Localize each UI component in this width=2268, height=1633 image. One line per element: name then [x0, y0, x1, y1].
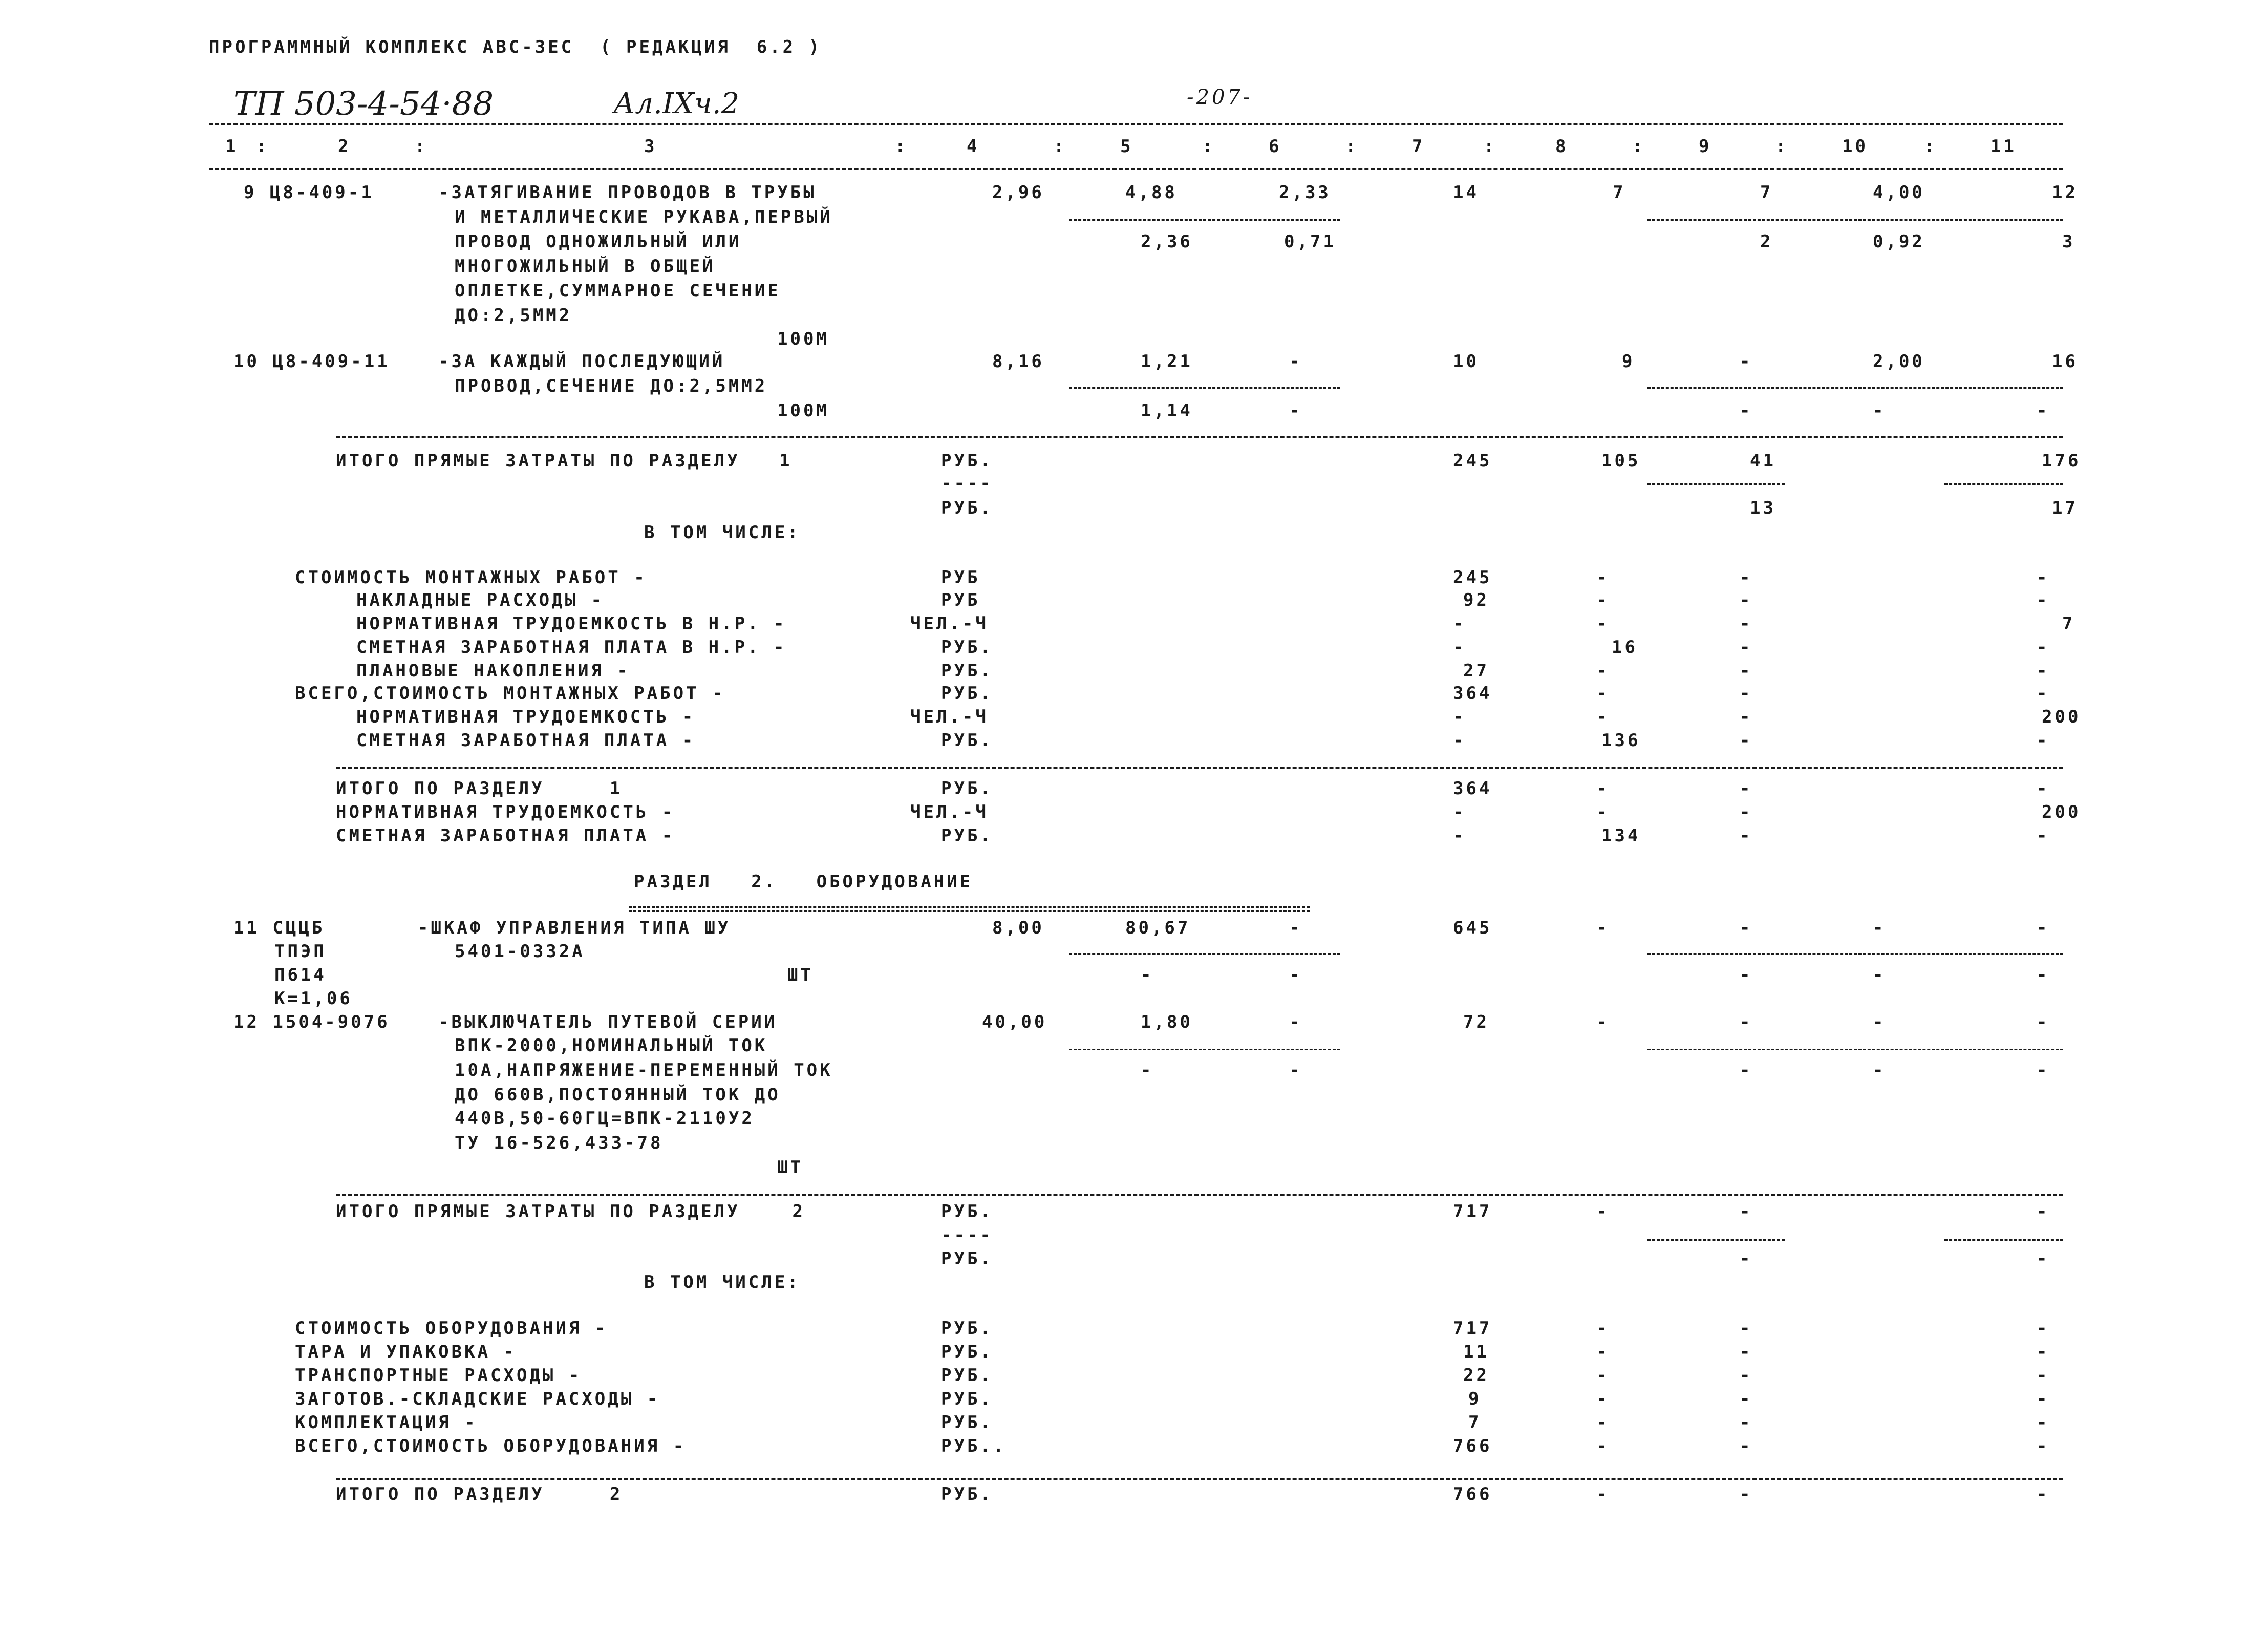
- table-cell-text: 16: [1612, 637, 1638, 658]
- table-cell-text: 717: [1453, 1318, 1492, 1339]
- table-cell-text: -ЗА КАЖДЫЙ ПОСЛЕДУЮЩИЙ: [438, 351, 725, 372]
- table-cell-text: -: [1596, 1342, 1610, 1362]
- table-cell-text: -: [1141, 965, 1154, 985]
- table-cell-text: -: [1596, 778, 1610, 799]
- table-cell-text: 105: [1601, 451, 1641, 471]
- table-cell-text: 176: [2042, 451, 2081, 471]
- table-cell-text: 200: [2042, 707, 2081, 727]
- table-cell-text: -: [1873, 1060, 1886, 1080]
- table-cell-text: 10 Ц8-409-11: [233, 351, 390, 372]
- table-cell-text: РУБ.: [941, 498, 993, 518]
- table-cell-text: ПРОВОД,СЕЧЕНИЕ ДО:2,5ММ2: [455, 376, 768, 396]
- table-cell-text: 12 1504-9076: [233, 1012, 390, 1032]
- rule-section1-summary: [336, 767, 2063, 769]
- table-cell-text: -: [1740, 1248, 1753, 1269]
- table-cell-text: -: [1289, 1060, 1302, 1080]
- column-separator: :: [895, 136, 908, 157]
- column-separator: :: [1054, 136, 1067, 157]
- table-cell-text: 440В,50-60ГЦ=ВПК-2110У2: [455, 1108, 755, 1129]
- table-cell-text: -: [1289, 351, 1302, 372]
- table-cell-text: НАКЛАДНЫЕ РАСХОДЫ -: [356, 590, 604, 610]
- table-cell-text: -: [2037, 1365, 2050, 1386]
- table-cell-text: -: [1453, 613, 1466, 634]
- table-cell-text: -: [1596, 1436, 1610, 1456]
- table-cell-text: -: [1740, 1484, 1753, 1504]
- table-cell-text: -: [2037, 567, 2050, 588]
- rule-sub-9-11-row11: [1647, 953, 2063, 955]
- rule-sub-11-section1: [1944, 483, 2063, 485]
- table-cell-text: РУБ.: [941, 1201, 993, 1222]
- table-cell-text: ЗАГОТОВ.-СКЛАДСКИЕ РАСХОДЫ -: [295, 1389, 660, 1409]
- section2-underline-b: [629, 910, 1310, 912]
- table-cell-text: 0,92: [1873, 231, 1925, 252]
- table-cell-text: ЧЕЛ.-Ч: [910, 707, 989, 727]
- table-cell-text: -: [1596, 1318, 1610, 1339]
- table-cell-text: И МЕТАЛЛИЧЕСКИЕ РУКАВА,ПЕРВЫЙ: [455, 207, 833, 227]
- table-cell-text: -: [1873, 965, 1886, 985]
- table-cell-text: -: [2037, 1484, 2050, 1504]
- table-cell-text: РУБ.: [941, 1248, 993, 1269]
- table-cell-text: -: [2037, 965, 2050, 985]
- table-cell-text: 0,71: [1284, 231, 1336, 252]
- table-cell-text: -: [1740, 730, 1753, 751]
- table-cell-text: -: [1453, 802, 1466, 822]
- table-cell-text: -: [1596, 567, 1610, 588]
- rule-section1-total: [336, 436, 2063, 438]
- table-cell-text: -: [1740, 965, 1753, 985]
- table-cell-text: ТАРА И УПАКОВКА -: [295, 1342, 517, 1362]
- rule-section2-total: [336, 1194, 2063, 1196]
- table-cell-text: ПЛАНОВЫЕ НАКОПЛЕНИЯ -: [356, 661, 630, 681]
- table-cell-text: -: [1740, 1060, 1753, 1080]
- table-cell-text: РУБ.: [941, 825, 993, 846]
- table-cell-text: НОРМАТИВНАЯ ТРУДОЕМКОСТЬ -: [356, 707, 696, 727]
- table-cell-text: 11: [1463, 1342, 1489, 1362]
- table-cell-text: 134: [1601, 825, 1641, 846]
- document-code: ТП 503-4-54·88: [233, 85, 494, 123]
- table-cell-text: 16: [2052, 351, 2078, 372]
- table-cell-text: РУБ.: [941, 637, 993, 658]
- table-cell-text: 4,88: [1125, 182, 1178, 203]
- table-cell-text: 2,00: [1873, 351, 1925, 372]
- table-cell-text: РУБ: [941, 590, 980, 610]
- table-cell-text: 136: [1601, 730, 1641, 751]
- program-header: ПРОГРАММНЫЙ КОМПЛЕКС АВС-ЗЕС ( РЕДАКЦИЯ 6.2 ): [209, 37, 822, 57]
- rule-sub-11-section2: [1944, 1239, 2063, 1241]
- table-cell-text: 72: [1463, 1012, 1489, 1032]
- table-cell-text: -: [1453, 825, 1466, 846]
- table-cell-text: -: [1740, 707, 1753, 727]
- table-cell-text: 766: [1453, 1484, 1492, 1504]
- table-cell-text: 22: [1463, 1365, 1489, 1386]
- table-cell-text: 10: [1453, 351, 1479, 372]
- rule-sub-9-11-row12: [1647, 1049, 2063, 1050]
- table-cell-text: -: [2037, 1389, 2050, 1409]
- rule-sub-9-11-row9: [1647, 219, 2063, 221]
- table-cell-text: НОРМАТИВНАЯ ТРУДОЕМКОСТЬ -: [336, 802, 675, 822]
- table-cell-text: -: [2037, 1060, 2050, 1080]
- column-header: 9: [1699, 136, 1712, 157]
- table-cell-text: -: [1740, 778, 1753, 799]
- table-cell-text: -ВЫКЛЮЧАТЕЛЬ ПУТЕВОЙ СЕРИИ: [438, 1012, 778, 1032]
- table-cell-text: РУБ.: [941, 1342, 993, 1362]
- table-cell-text: СМЕТНАЯ ЗАРАБОТНАЯ ПЛАТА -: [336, 825, 675, 846]
- table-cell-text: ОПЛЕТКЕ,СУММАРНОЕ СЕЧЕНИЕ: [455, 281, 781, 301]
- table-cell-text: -: [2037, 825, 2050, 846]
- table-cell-text: -: [1740, 1365, 1753, 1386]
- table-cell-text: 7: [1613, 182, 1626, 203]
- column-header: 11: [1991, 136, 2017, 157]
- table-cell-text: РУБ.: [941, 1412, 993, 1433]
- table-cell-text: 364: [1453, 683, 1492, 704]
- table-cell-text: -: [1740, 351, 1753, 372]
- table-cell-text: ДО:2,5ММ2: [455, 305, 572, 326]
- table-cell-text: -: [1740, 1342, 1753, 1362]
- table-cell-text: 14: [1453, 182, 1479, 203]
- table-cell-text: 27: [1463, 661, 1489, 681]
- column-header: 8: [1555, 136, 1569, 157]
- table-cell-text: -: [1596, 802, 1610, 822]
- rule-header-top: [209, 123, 2063, 125]
- table-cell-text: 9: [1622, 351, 1635, 372]
- table-cell-text: -: [2037, 1342, 2050, 1362]
- rule-sub-5-6-row9: [1069, 219, 1340, 221]
- table-cell-text: -: [2037, 778, 2050, 799]
- table-cell-text: 2: [1760, 231, 1773, 252]
- rule-sub-5-6-row11: [1069, 953, 1340, 955]
- table-cell-text: -: [2037, 730, 2050, 751]
- table-cell-text: -ШКАФ УПРАВЛЕНИЯ ТИПА ШУ: [418, 918, 731, 938]
- table-cell-text: -: [1596, 613, 1610, 634]
- table-cell-text: 4,00: [1873, 182, 1925, 203]
- table-cell-text: ЧЕЛ.-Ч: [910, 802, 989, 822]
- table-cell-text: -: [1596, 1201, 1610, 1222]
- table-cell-text: -: [1873, 918, 1886, 938]
- table-cell-text: ЧЕЛ.-Ч: [910, 613, 989, 634]
- table-cell-text: -: [1596, 707, 1610, 727]
- table-cell-text: 766: [1453, 1436, 1492, 1456]
- table-cell-text: 92: [1463, 590, 1489, 610]
- table-cell-text: СМЕТНАЯ ЗАРАБОТНАЯ ПЛАТА В Н.Р. -: [356, 637, 787, 658]
- table-cell-text: КОМПЛЕКТАЦИЯ -: [295, 1412, 478, 1433]
- table-cell-text: -: [1740, 1318, 1753, 1339]
- column-header: 6: [1269, 136, 1282, 157]
- table-cell-text: -: [1596, 683, 1610, 704]
- table-cell-text: 245: [1453, 451, 1492, 471]
- table-cell-text: -: [1740, 918, 1753, 938]
- table-cell-text: -: [2037, 1201, 2050, 1222]
- table-cell-text: -: [2037, 1248, 2050, 1269]
- table-cell-text: -: [1596, 1484, 1610, 1504]
- table-cell-text: ВСЕГО,СТОИМОСТЬ МОНТАЖНЫХ РАБОТ -: [295, 683, 725, 704]
- table-cell-text: -: [1453, 637, 1466, 658]
- table-cell-text: СМЕТНАЯ ЗАРАБОТНАЯ ПЛАТА -: [356, 730, 696, 751]
- table-cell-text: РАЗДЕЛ 2. ОБОРУДОВАНИЕ: [634, 872, 973, 892]
- table-cell-text: 7: [1760, 182, 1773, 203]
- column-separator: :: [256, 136, 269, 157]
- table-cell-text: 100М: [777, 400, 829, 421]
- table-cell-text: -: [1740, 590, 1753, 610]
- table-cell-text: ВПК-2000,НОМИНАЛЬНЫЙ ТОК: [455, 1035, 768, 1056]
- table-cell-text: -: [1453, 730, 1466, 751]
- table-cell-text: 245: [1453, 567, 1492, 588]
- rule-sub-9-11-row10: [1647, 387, 2063, 389]
- table-cell-text: 645: [1453, 918, 1492, 938]
- column-header: 1: [225, 136, 239, 157]
- table-cell-text: -: [1740, 1389, 1753, 1409]
- table-cell-text: -: [2037, 1012, 2050, 1032]
- column-separator: :: [1924, 136, 1937, 157]
- column-header: 4: [967, 136, 980, 157]
- table-cell-text: РУБ.: [941, 1484, 993, 1504]
- table-cell-text: РУБ.: [941, 661, 993, 681]
- rule-header-bottom: [209, 168, 2063, 170]
- table-cell-text: ИТОГО ПО РАЗДЕЛУ 2: [336, 1484, 623, 1504]
- table-cell-text: -: [1596, 1389, 1610, 1409]
- table-cell-text: ТПЭП: [274, 941, 327, 962]
- table-cell-text: -: [1740, 661, 1753, 681]
- page-number: -207-: [1187, 86, 1253, 109]
- table-cell-text: 40,00: [982, 1012, 1047, 1032]
- table-cell-text: В ТОМ ЧИСЛЕ:: [644, 1272, 801, 1292]
- column-header: 7: [1412, 136, 1425, 157]
- table-cell-text: 7: [2062, 613, 2076, 634]
- table-cell-text: -: [1596, 590, 1610, 610]
- column-separator: :: [1202, 136, 1215, 157]
- table-cell-text: 7: [1468, 1412, 1482, 1433]
- table-cell-text: РУБ.: [941, 730, 993, 751]
- table-cell-text: РУБ.: [941, 1318, 993, 1339]
- table-cell-text: 41: [1750, 451, 1776, 471]
- table-cell-text: РУБ: [941, 567, 980, 588]
- table-cell-text: -: [1596, 918, 1610, 938]
- album-reference: Ал.IXч.2: [613, 87, 740, 120]
- column-header: 10: [1842, 136, 1868, 157]
- table-cell-text: 12: [2052, 182, 2078, 203]
- table-cell-text: 2,33: [1279, 182, 1331, 203]
- rule-sub-9-section2: [1647, 1239, 1785, 1241]
- table-cell-text: -: [1289, 965, 1302, 985]
- table-cell-text: 9: [1468, 1389, 1482, 1409]
- table-cell-text: -: [1740, 825, 1753, 846]
- table-cell-text: -: [2037, 1436, 2050, 1456]
- table-cell-text: -ЗАТЯГИВАНИЕ ПРОВОДОВ В ТРУБЫ: [438, 182, 817, 203]
- table-cell-text: 1,14: [1141, 400, 1193, 421]
- table-cell-text: -: [1289, 918, 1302, 938]
- column-separator: :: [1345, 136, 1359, 157]
- table-cell-text: ИТОГО ПО РАЗДЕЛУ 1: [336, 778, 623, 799]
- column-separator: :: [415, 136, 428, 157]
- table-cell-text: -: [1596, 1012, 1610, 1032]
- table-cell-text: -: [1740, 683, 1753, 704]
- table-cell-text: ДО 660В,ПОСТОЯННЫЙ ТОК ДО: [455, 1085, 781, 1105]
- table-cell-text: -: [2037, 918, 2050, 938]
- column-header: 2: [338, 136, 351, 157]
- section2-underline-a: [629, 906, 1310, 908]
- column-header: 3: [644, 136, 657, 157]
- column-separator: :: [1775, 136, 1789, 157]
- table-cell-text: -: [1740, 567, 1753, 588]
- column-separator: :: [1484, 136, 1497, 157]
- table-cell-text: 8,16: [992, 351, 1044, 372]
- rule-section2-summary: [336, 1478, 2063, 1480]
- table-cell-text: 717: [1453, 1201, 1492, 1222]
- table-cell-text: 200: [2042, 802, 2081, 822]
- table-cell-text: ----: [941, 1225, 993, 1245]
- table-cell-text: -: [2037, 661, 2050, 681]
- table-cell-text: -: [1740, 613, 1753, 634]
- table-cell-text: 364: [1453, 778, 1492, 799]
- table-cell-text: П614: [274, 965, 327, 985]
- table-cell-text: НОРМАТИВНАЯ ТРУДОЕМКОСТЬ В Н.Р. -: [356, 613, 787, 634]
- table-cell-text: -: [1740, 802, 1753, 822]
- table-cell-text: ТУ 16-526,433-78: [455, 1133, 664, 1153]
- column-separator: :: [1632, 136, 1645, 157]
- table-cell-text: ШТ: [787, 965, 814, 985]
- table-cell-text: -: [1740, 1012, 1753, 1032]
- table-cell-text: -: [1596, 661, 1610, 681]
- column-header: 5: [1120, 136, 1133, 157]
- table-cell-text: РУБ.: [941, 451, 993, 471]
- table-cell-text: -: [1289, 400, 1302, 421]
- table-cell-text: 5401-0332А: [455, 941, 585, 962]
- table-cell-text: -: [1453, 707, 1466, 727]
- table-cell-text: В ТОМ ЧИСЛЕ:: [644, 522, 801, 543]
- table-cell-text: -: [1740, 1436, 1753, 1456]
- table-cell-text: 11 СЦЦБ: [233, 918, 325, 938]
- table-cell-text: ИТОГО ПРЯМЫЕ ЗАТРАТЫ ПО РАЗДЕЛУ 2: [336, 1201, 805, 1222]
- table-cell-text: ВСЕГО,СТОИМОСТЬ ОБОРУДОВАНИЯ -: [295, 1436, 687, 1456]
- table-cell-text: -: [2037, 1318, 2050, 1339]
- table-cell-text: -: [1740, 1201, 1753, 1222]
- table-cell-text: 80,67: [1125, 918, 1191, 938]
- table-cell-text: 100М: [777, 329, 829, 349]
- table-cell-text: ШТ: [777, 1157, 803, 1178]
- table-cell-text: 3: [2062, 231, 2076, 252]
- table-cell-text: ----: [941, 473, 993, 494]
- rule-sub-5-6-row12: [1069, 1049, 1340, 1050]
- table-cell-text: 8,00: [992, 918, 1044, 938]
- table-cell-text: -: [1596, 1365, 1610, 1386]
- table-cell-text: К=1,06: [274, 988, 353, 1009]
- table-cell-text: -: [1873, 400, 1886, 421]
- table-cell-text: 13: [1750, 498, 1776, 518]
- table-cell-text: -: [1141, 1060, 1154, 1080]
- table-cell-text: 2,96: [992, 182, 1044, 203]
- table-cell-text: 1,80: [1141, 1012, 1193, 1032]
- table-cell-text: ТРАНСПОРТНЫЕ РАСХОДЫ -: [295, 1365, 582, 1386]
- table-cell-text: -: [2037, 637, 2050, 658]
- table-cell-text: 2,36: [1141, 231, 1193, 252]
- table-cell-text: -: [1740, 1412, 1753, 1433]
- table-cell-text: -: [2037, 590, 2050, 610]
- table-cell-text: РУБ.: [941, 1389, 993, 1409]
- table-cell-text: РУБ.: [941, 1365, 993, 1386]
- table-cell-text: СТОИМОСТЬ ОБОРУДОВАНИЯ -: [295, 1318, 608, 1339]
- table-cell-text: РУБ.: [941, 683, 993, 704]
- table-cell-text: -: [2037, 400, 2050, 421]
- table-cell-text: СТОИМОСТЬ МОНТАЖНЫХ РАБОТ -: [295, 567, 647, 588]
- table-cell-text: 9 Ц8-409-1: [244, 182, 374, 203]
- table-cell-text: РУБ.: [941, 778, 993, 799]
- table-cell-text: 10А,НАПРЯЖЕНИЕ-ПЕРЕМЕННЫЙ ТОК: [455, 1060, 833, 1080]
- table-cell-text: 1,21: [1141, 351, 1193, 372]
- rule-sub-9-section1: [1647, 483, 1785, 485]
- table-cell-text: -: [2037, 1412, 2050, 1433]
- table-cell-text: -: [1740, 637, 1753, 658]
- table-cell-text: -: [1289, 1012, 1302, 1032]
- table-cell-text: МНОГОЖИЛЬНЫЙ В ОБЩЕЙ: [455, 256, 716, 277]
- table-cell-text: -: [1873, 1012, 1886, 1032]
- rule-sub-5-6-row10: [1069, 387, 1340, 389]
- table-cell-text: ПРОВОД ОДНОЖИЛЬНЫЙ ИЛИ: [455, 231, 742, 252]
- table-cell-text: РУБ..: [941, 1436, 1007, 1456]
- table-cell-text: -: [1596, 1412, 1610, 1433]
- table-cell-text: -: [1740, 400, 1753, 421]
- table-cell-text: -: [2037, 683, 2050, 704]
- table-cell-text: 17: [2052, 498, 2078, 518]
- table-cell-text: ИТОГО ПРЯМЫЕ ЗАТРАТЫ ПО РАЗДЕЛУ 1: [336, 451, 793, 471]
